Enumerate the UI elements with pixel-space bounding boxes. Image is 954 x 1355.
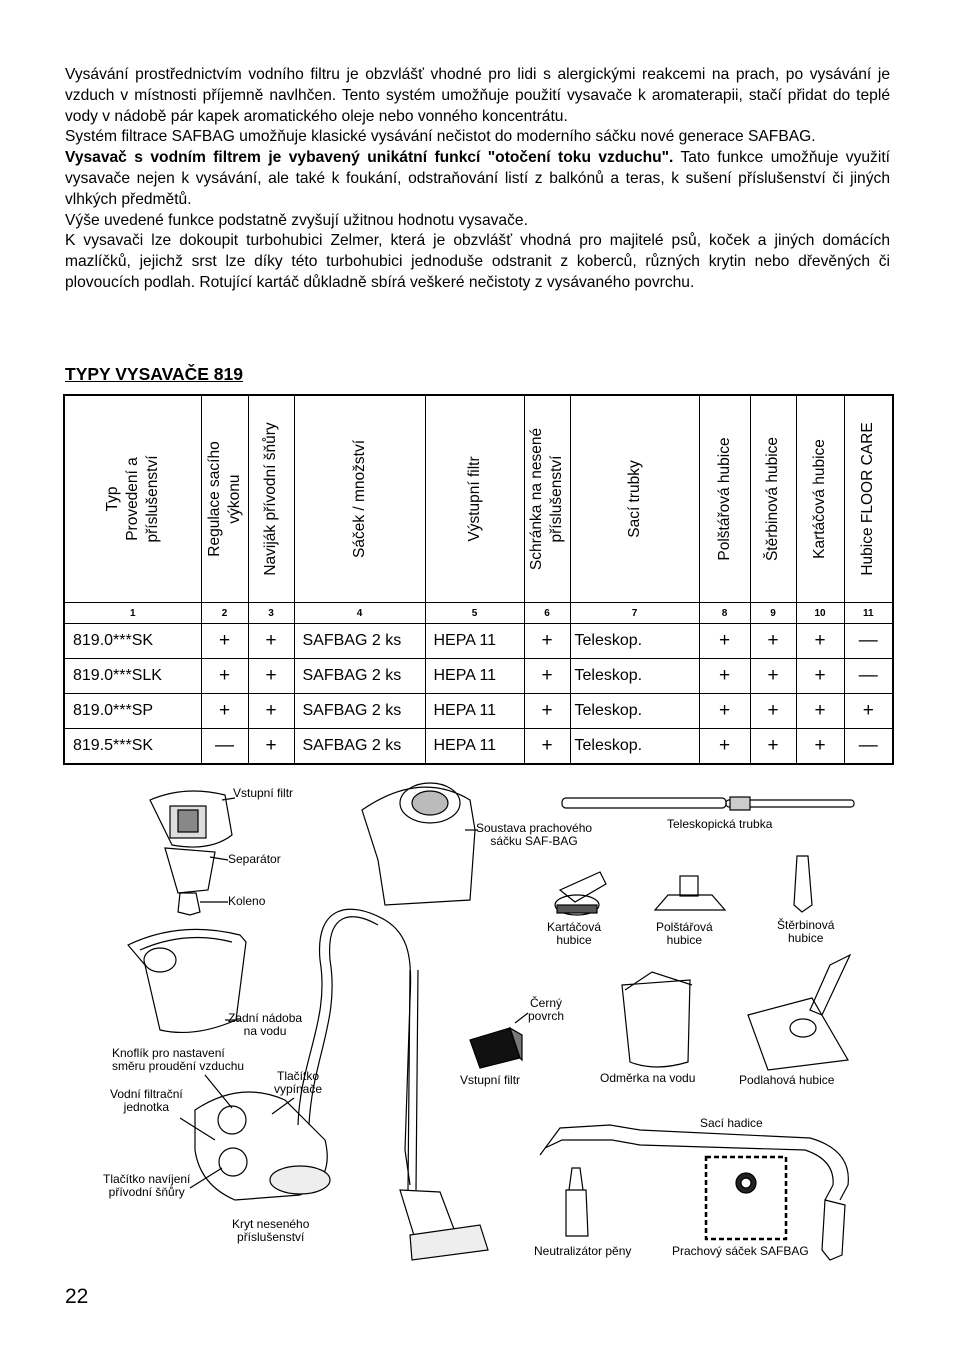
column-number: 2 <box>201 603 248 624</box>
floor-nozzle-drawing <box>748 955 850 1070</box>
table-cell: 819.5***SK <box>64 729 201 765</box>
intro-paragraph-5: K vysavači lze dokoupit turbohubici Zelmer, která je obzvlášť vhodná pro majitelé psů, koček a jiných domácích mazlíčků, jejichž srst lze díky této turbohubici jednoduše odstranit z koberců, různých krytin nebo dřevěných či plovoucích podlah. Rotující kartáč důkladně sbírá veškeré nečistoty z vysávaného povrchu. <box>65 232 890 291</box>
table-cell: HEPA 11 <box>425 694 524 729</box>
table-cell: + <box>750 624 796 659</box>
label-cord-rewind-button: Tlačítko navíjení přívodní šňůry <box>103 1172 191 1199</box>
table-cell: + <box>796 659 844 694</box>
table-cell: SAFBAG 2 ks <box>294 694 425 729</box>
table-cell: Teleskop. <box>570 624 699 659</box>
header-bag-quantity: Sáček / množství <box>350 439 368 559</box>
table-cell: + <box>699 659 750 694</box>
table-cell: + <box>248 659 294 694</box>
label-measuring-cup: Odměrka na vodu <box>600 1071 696 1085</box>
table-cell: Teleskop. <box>570 659 699 694</box>
table-cell: + <box>796 624 844 659</box>
label-bag-assembly: Soustava prachového sáčku SAF-BAG <box>476 821 593 848</box>
label-telescopic-tube: Teleskopická trubka <box>667 817 773 831</box>
table-cell: — <box>844 729 893 765</box>
table-cell: 819.0***SLK <box>64 659 201 694</box>
table-cell: + <box>524 694 570 729</box>
table-cell: HEPA 11 <box>425 659 524 694</box>
intro-paragraph-1: Vysávání prostřednictvím vodního filtru je obzvlášť vhodné pro lidi s alergickými reakcemi na prach, po vysávání je vzduch v místnosti příjemně navlhčen. Tento systém umožňuje použití vysavače k aromaterapii, stačí přidat do teplé vody v nádobě pár kapek aromatického oleje nebo vonného koncentrátu. <box>65 66 890 125</box>
table-cell: HEPA 11 <box>425 729 524 765</box>
column-number: 7 <box>570 603 699 624</box>
label-separator: Separátor <box>228 852 281 866</box>
label-inlet-filter-top: Vstupní filtr <box>233 786 294 800</box>
telescopic-tube-drawing <box>562 797 854 810</box>
table-cell: + <box>201 659 248 694</box>
upholstery-nozzle-drawing <box>655 876 725 910</box>
label-airflow-knob: Knoflík pro nastavení směru proudění vzduchu <box>112 1046 245 1073</box>
table-cell: + <box>524 624 570 659</box>
table-cell: — <box>844 659 893 694</box>
column-number: 9 <box>750 603 796 624</box>
bag-assembly-drawing <box>362 783 478 905</box>
safbag-bag-drawing <box>706 1157 786 1239</box>
label-brush-nozzle: Kartáčová hubice <box>547 920 602 947</box>
table-cell: + <box>201 624 248 659</box>
table-cell: + <box>699 624 750 659</box>
page-number: 22 <box>65 1285 89 1308</box>
table-cell: 819.0***SK <box>64 624 201 659</box>
label-safbag-bag: Prachový sáček SAFBAG <box>672 1244 809 1258</box>
table-cell: + <box>750 659 796 694</box>
table-cell: + <box>750 729 796 765</box>
column-number: 4 <box>294 603 425 624</box>
label-upholstery-nozzle: Polštářová hubice <box>656 920 713 947</box>
table-cell: + <box>524 659 570 694</box>
table-cell: — <box>844 624 893 659</box>
label-crevice-nozzle: Štěrbinová hubice <box>777 918 835 945</box>
table-cell: HEPA 11 <box>425 624 524 659</box>
label-black-surface: Černý povrch <box>528 996 565 1023</box>
column-number: 6 <box>524 603 570 624</box>
intro-paragraph-3-bold: Vysavač s vodním filtrem je vybavený unikátní funkcí "otočení toku vzduchu". <box>65 149 674 167</box>
table-cell: 819.0***SP <box>64 694 201 729</box>
table-cell: + <box>796 729 844 765</box>
header-type: Typ Provedení a příslušenství <box>103 455 161 543</box>
header-cord-reel: Naviják přívodní šňůry <box>262 422 279 576</box>
table-cell: + <box>750 694 796 729</box>
table-cell: + <box>796 694 844 729</box>
column-number: 11 <box>844 603 893 624</box>
column-number: 1 <box>64 603 201 624</box>
header-upholstery-nozzle: Polštářová hubice <box>715 437 733 561</box>
label-inlet-filter: Vstupní filtr <box>460 1073 521 1087</box>
header-floor-care-nozzle: Hubice FLOOR CARE <box>859 422 877 576</box>
separator-unit-drawing <box>150 791 235 915</box>
table-cell: + <box>248 624 294 659</box>
label-water-container: Zadní nádoba na vodu <box>228 1011 303 1038</box>
column-number: 10 <box>796 603 844 624</box>
table-cell: + <box>248 694 294 729</box>
label-accessory-cover: Kryt neseného příslušenství <box>232 1217 310 1244</box>
label-power-button: Tlačítko vypínače <box>274 1069 323 1096</box>
section-title: TYPY VYSAVAČE 819 <box>65 364 243 384</box>
table-cell: Teleskop. <box>570 729 699 765</box>
foam-neutralizer-drawing <box>566 1168 588 1236</box>
table-cell: + <box>844 694 893 729</box>
intro-paragraph-4: Výše uvedené funkce podstatně zvyšují užitnou hodnotu vysavače. <box>65 211 528 229</box>
header-suction-regulation: Regulace sacího výkonu <box>205 441 243 557</box>
label-suction-hose: Sací hadice <box>700 1116 763 1130</box>
header-crevice-nozzle: Štěrbinová hubice <box>764 436 781 562</box>
table-cell: + <box>699 694 750 729</box>
measuring-cup-drawing <box>622 972 692 1067</box>
table-cell: SAFBAG 2 ks <box>294 624 425 659</box>
header-accessory-box: Schránka na nesené příslušenství <box>528 427 565 571</box>
table-cell: + <box>524 729 570 765</box>
header-brush-nozzle: Kartáčová hubice <box>811 439 828 559</box>
table-cell: + <box>248 729 294 765</box>
label-water-filter-unit: Vodní filtrační jednotka <box>110 1087 183 1114</box>
table-cell: SAFBAG 2 ks <box>294 729 425 765</box>
intro-paragraph-3-rest: Tato funkce umožňuje využití vysavače nejen k vysávání, ale také k foukání, odstraňování listí z balkónů a teras, k sušení příslušenství či jiných vlhkých předmětů. <box>65 149 890 208</box>
column-number: 5 <box>425 603 524 624</box>
inlet-filter-drawing <box>470 1013 528 1068</box>
crevice-nozzle-drawing <box>794 856 812 912</box>
column-number: 3 <box>248 603 294 624</box>
label-foam-neutralizer: Neutralizátor pěny <box>534 1244 632 1258</box>
brush-nozzle-drawing <box>555 872 606 915</box>
column-number: 8 <box>699 603 750 624</box>
table-cell: Teleskop. <box>570 694 699 729</box>
table-cell: SAFBAG 2 ks <box>294 659 425 694</box>
header-suction-tubes: Sací trubky <box>625 460 643 538</box>
table-cell: + <box>699 729 750 765</box>
intro-paragraph-2: Systém filtrace SAFBAG umožňuje klasické vysávání nečistot do moderního sáčku nové generace SAFBAG. <box>65 128 816 146</box>
label-floor-nozzle: Podlahová hubice <box>739 1073 835 1087</box>
vacuum-body-drawing <box>195 1092 330 1200</box>
table-cell: + <box>201 694 248 729</box>
label-elbow: Koleno <box>228 894 266 908</box>
header-exhaust-filter: Výstupní filtr <box>465 456 483 542</box>
table-cell: — <box>201 729 248 765</box>
